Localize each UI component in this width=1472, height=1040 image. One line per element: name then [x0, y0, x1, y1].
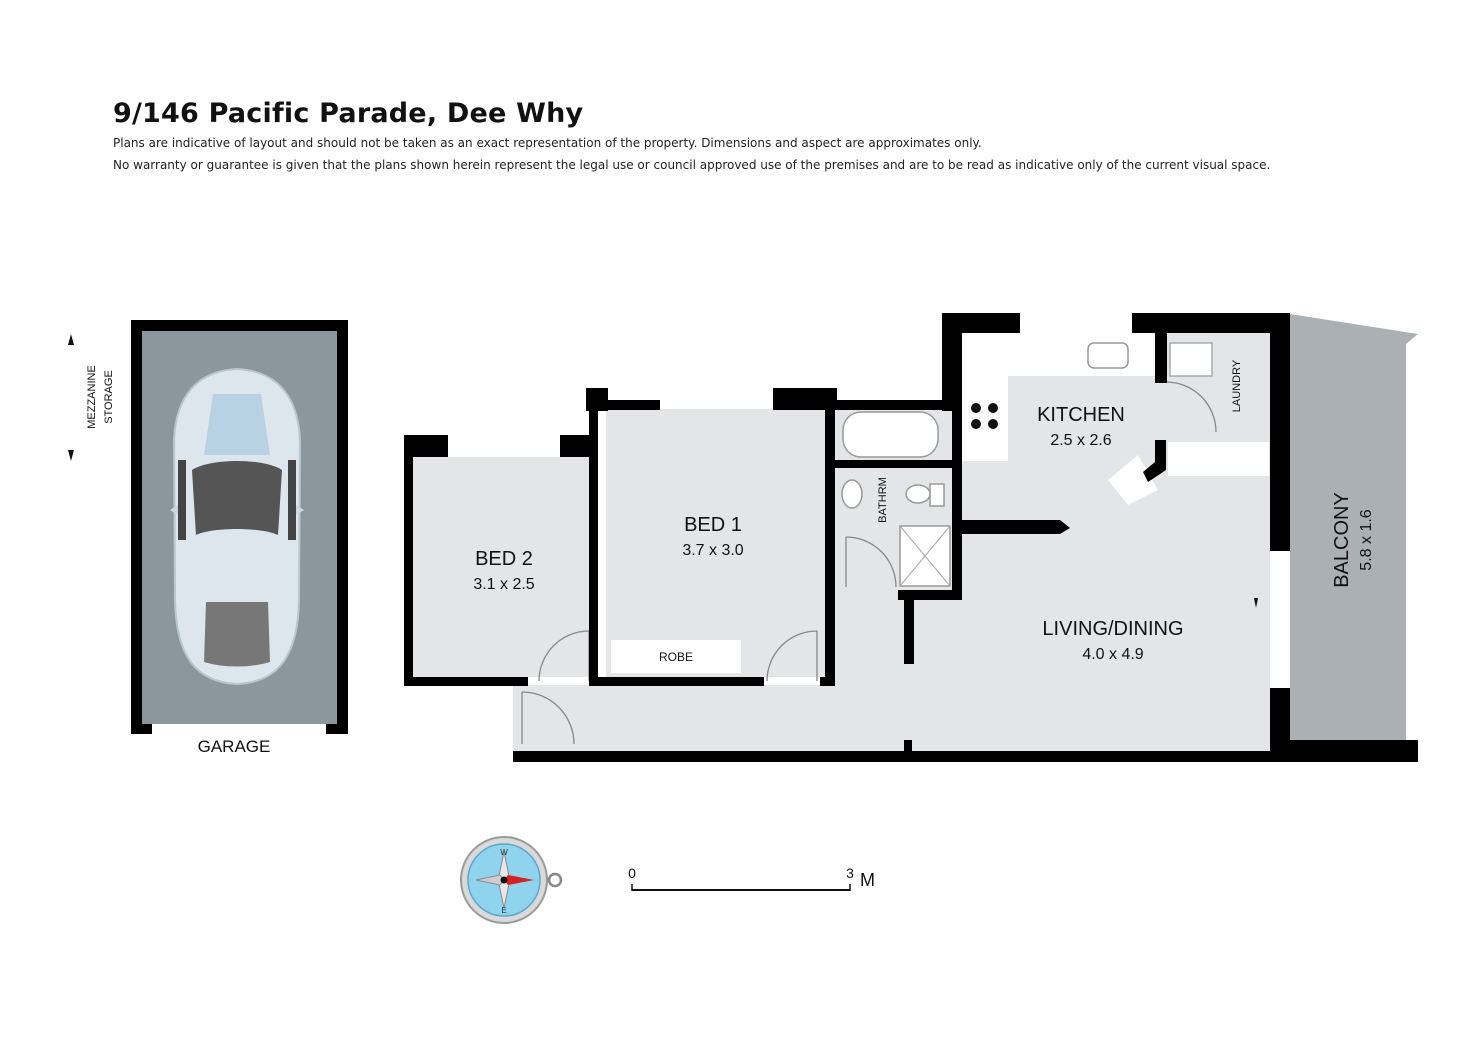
compass-icon: [461, 837, 561, 923]
wall: [835, 400, 955, 410]
wall: [904, 590, 914, 664]
scale-start: 0: [628, 865, 636, 881]
wall: [1290, 740, 1418, 762]
wall: [1270, 688, 1290, 752]
wall: [820, 677, 835, 686]
wall: [834, 460, 952, 468]
garage-label: GARAGE: [197, 737, 271, 756]
mezzanine-label: MEZZANINE: [86, 365, 98, 429]
storage-label: STORAGE: [103, 370, 115, 424]
disclaimer-line-2: No warranty or guarantee is given that the plans shown herein represent the legal use or council approved use of the premises and are to be read as indicative only of the current visual space.: [113, 158, 1271, 172]
basin-icon: [842, 480, 862, 508]
wall: [1132, 313, 1290, 333]
bathroom-label: BATHRM: [877, 477, 889, 523]
scale-bar: [628, 865, 875, 891]
wall: [404, 435, 413, 686]
wall: [404, 677, 528, 686]
living-name: LIVING/DINING: [1042, 618, 1184, 640]
wall: [1155, 333, 1167, 383]
bed1-name: BED 1: [684, 514, 742, 536]
wall: [942, 313, 1020, 333]
wall: [404, 435, 448, 457]
laundry-label: LAUNDRY: [1231, 359, 1243, 413]
island-bench: [1168, 442, 1269, 476]
wall: [825, 400, 835, 686]
mezzanine-arrow-icon: [68, 334, 74, 461]
balcony-name: BALCONY: [1331, 492, 1353, 588]
laundry-tub-icon: [1170, 343, 1212, 376]
bed2-name: BED 2: [475, 548, 533, 570]
compass-south-label: E: [501, 906, 507, 915]
scale-end: 3: [846, 865, 854, 881]
bed1-dims: 3.7 x 3.0: [682, 542, 744, 559]
wall: [598, 677, 764, 686]
wall: [904, 740, 912, 752]
wall: [952, 400, 962, 600]
garage-door-opening: [152, 724, 326, 736]
wall: [962, 520, 1070, 534]
wall: [589, 400, 598, 686]
balcony-floor: [1290, 314, 1418, 740]
car-icon: [170, 369, 304, 684]
bathtub-icon: [843, 412, 938, 457]
scale-unit: M: [860, 870, 875, 890]
kitchen-name: KITCHEN: [1037, 404, 1125, 426]
page-title: 9/146 Pacific Parade, Dee Why: [113, 98, 584, 129]
wall: [1270, 313, 1290, 551]
compass-north-label: W: [500, 848, 508, 857]
wall: [586, 400, 660, 410]
kitchen-dims: 2.5 x 2.6: [1050, 432, 1112, 449]
sink-icon: [1088, 343, 1128, 368]
bed2-dims: 3.1 x 2.5: [473, 576, 535, 593]
disclaimer-line-1: Plans are indicative of layout and should not be taken as an exact representation of the property. Dimensions and aspect are approximates only.: [113, 136, 982, 150]
robe-label: ROBE: [658, 650, 694, 664]
wall: [513, 751, 1290, 762]
balcony-dims: 5.8 x 1.6: [1358, 509, 1375, 571]
living-dims: 4.0 x 4.9: [1082, 646, 1144, 663]
